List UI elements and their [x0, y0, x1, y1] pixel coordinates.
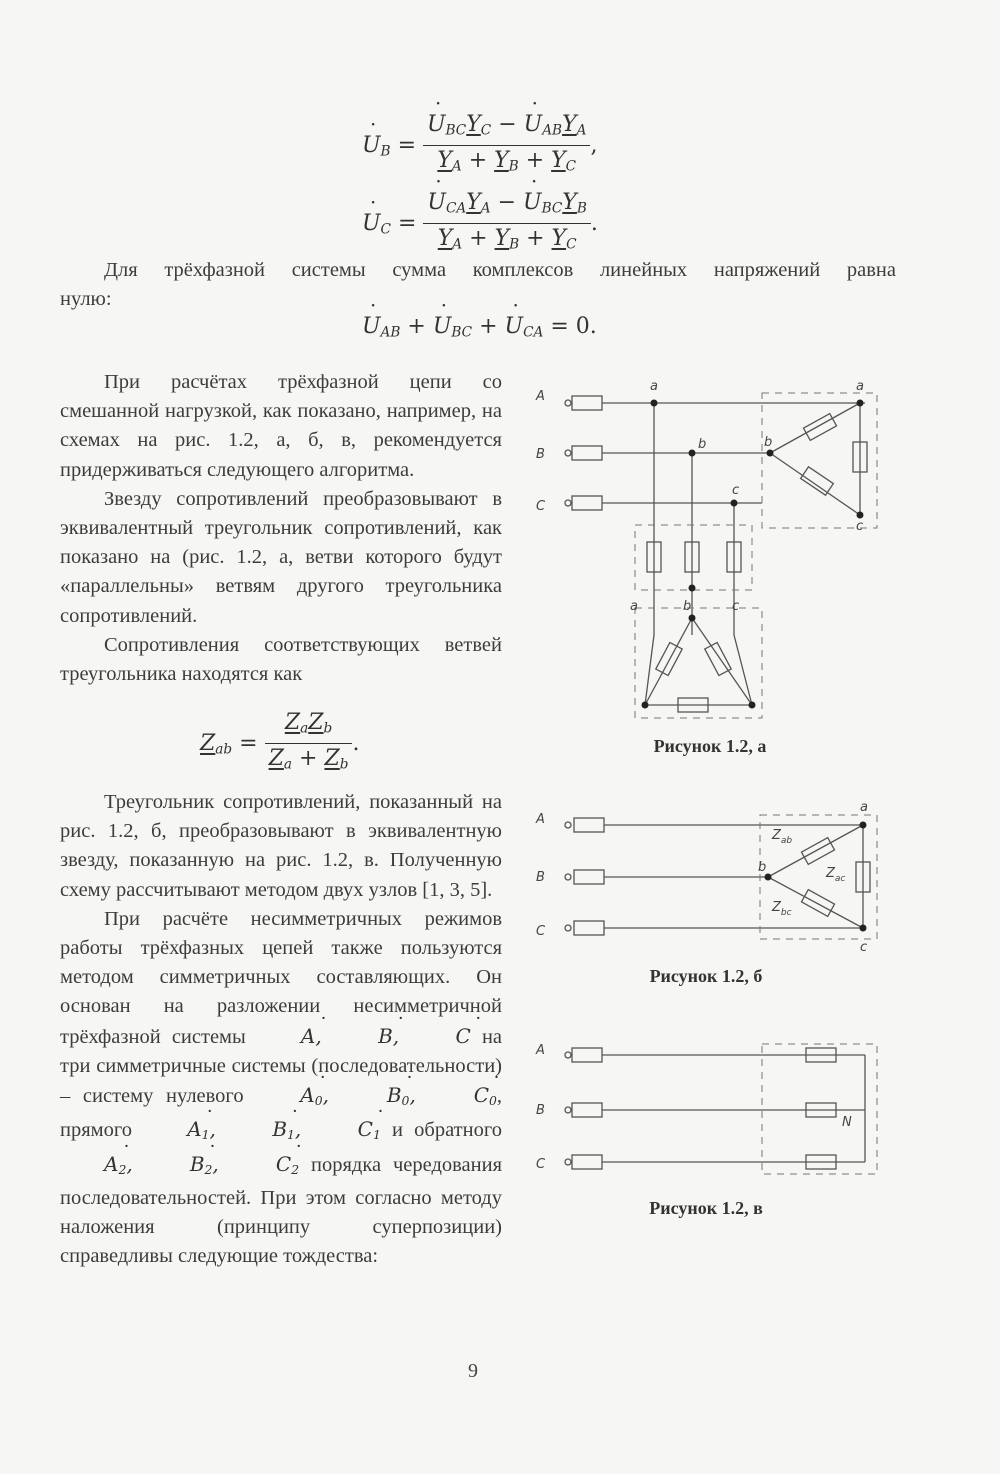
paragraph-5-part-a: При расчёте несимметричных режимов работы трёхфазных цепей также пользуются методом симметричных составляющих. Он основан на разложении несимметричной трёхфазной системы	[60, 907, 502, 1048]
figure-1-2-b-caption: Рисунок 1.2, б	[649, 966, 763, 986]
paragraph-5: При расчёте несимметричных режимов работы трёхфазных цепей также пользуются методом симметричных составляющих. Он основан на разложении несимметричной трёхфазной системы ˙ A, ˙ B, ˙ C на три симметричные системы (последовательности) – систему нулевого ˙ $A_0$, ˙ $B_0$, ˙ $C_0$, прямого ˙ $A_1$, ˙ $B_1$, ˙ $C_1$ и обратного ˙ $A_2$, ˙ $B_2$, ˙ $C_2$ порядка чередования последовательностей. При этом согласно методу наложения (принципу суперпозиции) справедливы следующие тождества:	[60, 905, 502, 1272]
fig-c-label-B: B	[536, 1103, 545, 1118]
fig-b-label-b: b	[758, 860, 767, 875]
fig-b-label-zac: $Z_{ac}$	[826, 866, 846, 884]
figure-1-2-b	[520, 795, 890, 965]
paragraph-4: Треугольник сопротивлений, показанный на рис. 1.2, б, преобразовывают в эквивалентную звезду, показанную на рис. 1.2, в. Полученную схему рассчитывают методом двух узлов [1, 3, 5].	[60, 791, 502, 901]
intro-line-1: Для трёхфазной системы сумма комплексов линейных напряжений равна	[104, 259, 896, 281]
fig-b-label-a: a	[860, 800, 868, 815]
figure-1-2-c-caption: Рисунок 1.2, в	[649, 1198, 763, 1218]
fig-a-label-c1: c	[732, 483, 740, 498]
fig-a-label-c2: c	[856, 519, 864, 534]
fig-b-label-A: A	[536, 812, 545, 827]
fig-a-label-c3: c	[732, 599, 740, 614]
fig-b-label-zbc: $Z_{bc}$	[772, 900, 792, 918]
intro-line-2: нулю:	[60, 288, 112, 311]
paragraph-5-part-c: прямого	[60, 1119, 133, 1142]
paragraph-2: Звезду сопротивлений преобразовывают в эквивалентный треугольник сопротивлений, как показано на (рис. 1.2, а, ветви которого будут «параллельны» ветвям другого треугольника сопротивлений.	[60, 487, 502, 627]
figure-1-2-a-caption: Рисунок 1.2, а	[653, 736, 767, 756]
equation-sum: ˙ $U_{AB}$ + ˙ $U_{BC}$ + ˙ $U_{CA} = 0$.	[362, 314, 597, 340]
fig-a-label-a2: a	[856, 379, 864, 394]
fig-a-label-b2: b	[764, 435, 773, 450]
fig-b-label-B: B	[536, 870, 545, 885]
fig-b-label-c: c	[860, 940, 868, 955]
fig-b-label-zab: $Z_{ab}$	[772, 828, 793, 846]
fig-c-label-N: N	[842, 1115, 852, 1130]
page-number: 9	[468, 1360, 478, 1382]
equation-zab: $Z_{ab}$ = $\frac{Z_aZ_b}{Z_a + Z_b}$ .	[200, 710, 360, 773]
fig-c-label-C: C	[536, 1157, 546, 1172]
fig-a-label-a1: a	[650, 379, 658, 394]
paragraph-1: При расчётах трёхфазной цепи со смешанной нагрузкой, как показано, например, на схемах на рис. 1.2, а, б, в, рекомендуется придерживаться следующего алгоритма.	[60, 371, 502, 481]
figure-1-2-c	[520, 1030, 890, 1190]
paragraph-5-part-b: на три симметричные системы (последовательности) – систему нулевого	[60, 1025, 503, 1108]
equation-uc: ˙ $U_C$ = ˙ $\frac{U_{CA}Y_A - ˙ U_{BC}Y_B}{Y_A + Y_B + Y_C}$ .	[362, 188, 598, 260]
left-column	[60, 368, 502, 689]
left-column-2	[60, 788, 502, 1272]
paragraph-3: Сопротивления соответствующих ветвей треугольника находятся как	[60, 633, 502, 686]
fig-a-label-b3: b	[683, 599, 692, 614]
fig-a-label-A: A	[536, 389, 545, 404]
fig-a-label-B: B	[536, 447, 545, 462]
intro-paragraph	[60, 256, 896, 314]
fig-a-label-a3: a	[630, 599, 638, 614]
fig-a-label-C: C	[536, 499, 546, 514]
fig-b-label-C: C	[536, 924, 546, 939]
figure-1-2-a	[520, 370, 890, 720]
fig-a-label-b1: b	[698, 437, 707, 452]
fig-c-label-A: A	[536, 1043, 545, 1058]
paragraph-5-part-d: и обратного	[392, 1119, 503, 1142]
equation-ub: ˙ $U_B$ = ˙ $\frac{U_{BC}Y_C - ˙ U_{AB}Y_A}{Y_A + Y_B + Y_C}$ ,	[362, 110, 597, 182]
paragraph-5-part-e: порядка чередования последовательностей. При этом согласно методу наложения (принципу суперпозиции) справедливы следующие тождества:	[60, 1153, 503, 1268]
